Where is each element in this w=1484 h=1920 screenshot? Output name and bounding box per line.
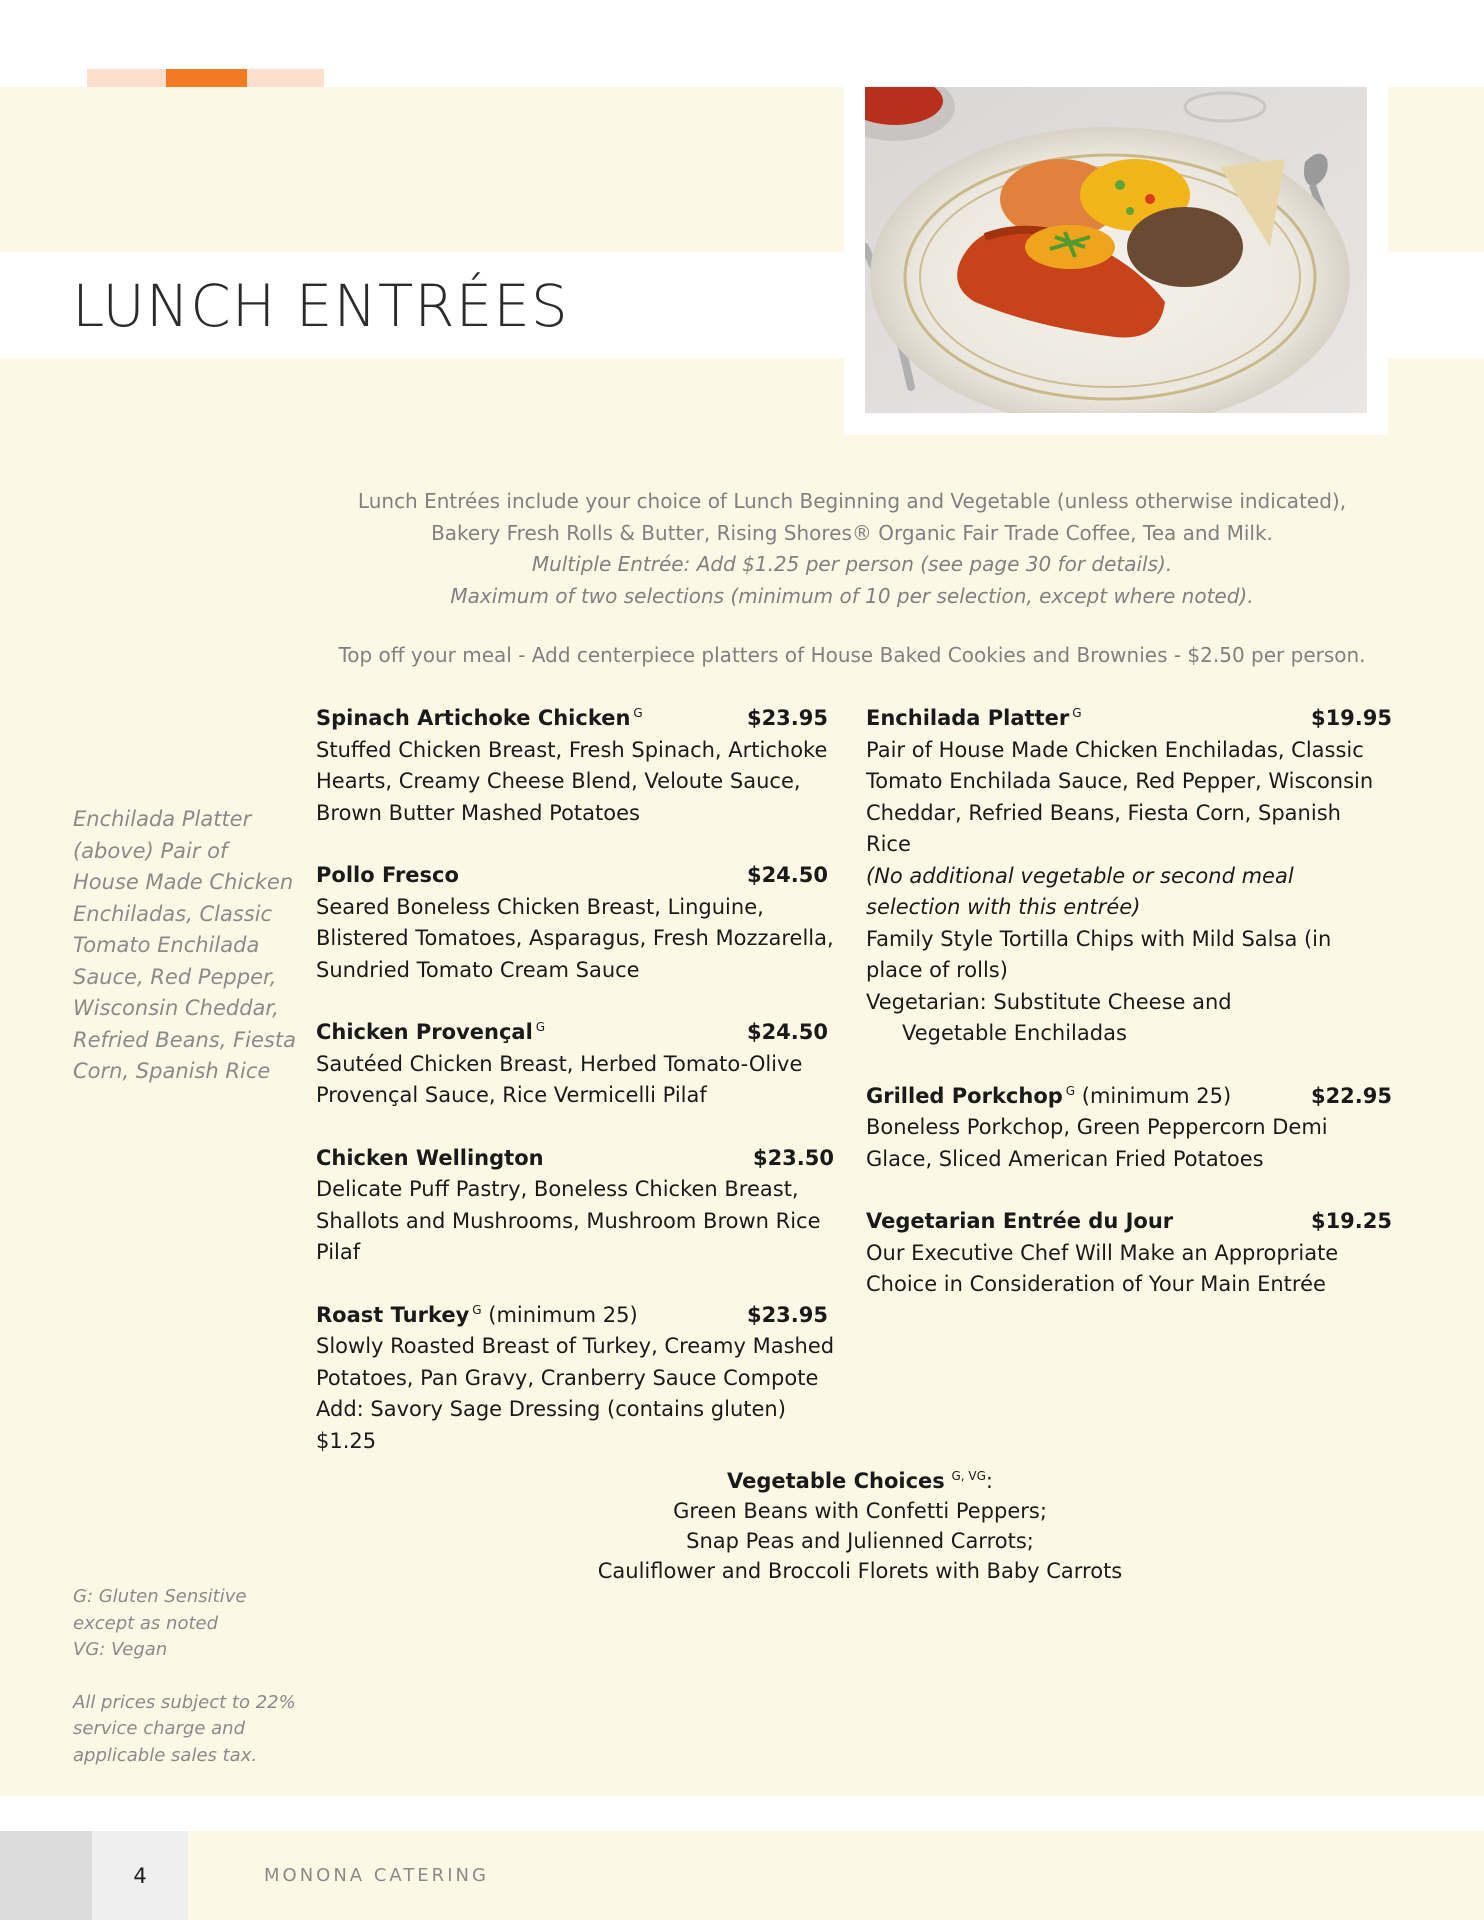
menu-item-minimum: (minimum 25) [1081,1083,1232,1108]
topoff-text: Top off your meal - Add centerpiece platters of House Baked Cookies and Brownies - $2.50 per person. [338,643,1366,667]
menu-item-price: $23.95 [746,706,828,730]
menu-item-name: Vegetarian Entrée du Jour [866,1209,1174,1233]
legend [73,1584,303,1769]
accent-block-peach-right [247,69,324,87]
menu-item-name: Chicken Provençal [316,1020,533,1044]
menu-item-price: $19.95 [1310,706,1392,730]
accent-block-orange [166,69,247,87]
menu-item [866,703,1392,1050]
menu-item-note: (No additional vegetable or second meal selection with this entrée) [866,863,1294,919]
menu-item-addon: Add: Savory Sage Dressing (contains gluten) $1.25 [316,1397,786,1453]
vegetable-option: Cauliflower and Broccoli Florets with Baby Carrots [597,1559,1123,1583]
menu-item-name: Enchilada Platter [866,706,1070,730]
page-number: 4 [133,1864,147,1888]
menu-item-gluten-mark: G [472,1302,482,1317]
menu-item-price: $19.25 [1310,1209,1392,1233]
vegetable-choices-marks: G, VG [951,1469,986,1483]
menu-item [316,1017,836,1112]
menu-column-left [316,703,836,1488]
legend-vegan: VG: Vegan [73,1639,168,1660]
menu-item [316,860,836,986]
menu-item-description: Boneless Porkchop, Green Peppercorn Demi Glace, Sliced American Fried Potatoes [866,1115,1328,1171]
menu-item [866,1081,1392,1176]
accent-block-peach-left [87,69,166,87]
menu-item-name: Grilled Porkchop [866,1083,1063,1108]
intro-line: Bakery Fresh Rolls & Butter, Rising Shores® Organic Fair Trade Coffee, Tea and Milk. [431,520,1273,545]
legend-tax: All prices subject to 22% service charge and applicable sales tax. [73,1691,296,1766]
menu-item-extra: Vegetarian: Substitute Cheese and [866,989,1232,1014]
vegetable-choices-colon: : [985,1469,993,1493]
menu-item-price: $23.50 [752,1145,834,1170]
menu-item-description: Sautéed Chicken Breast, Herbed Tomato-Olive Provençal Sauce, Rice Vermicelli Pilaf [316,1051,803,1107]
intro-line: Lunch Entrées include your choice of Lunch Beginning and Vegetable (unless otherwise indicated), [357,489,1347,513]
menu-item-minimum: (minimum 25) [488,1302,638,1327]
menu-item-gluten-mark: G [535,1020,546,1034]
menu-item-description: Stuffed Chicken Breast, Fresh Spinach, Artichoke Hearts, Creamy Cheese Blend, Veloute Sauce, Brown Butter Mashed Potatoes [316,737,828,825]
menu-item-name: Spinach Artichoke Chicken [316,706,631,730]
menu-item [866,1206,1392,1301]
photo-caption: Enchilada Platter (above) Pair of House Made Chicken Enchiladas, Classic Tomato Enchilada Sauce, Red Pepper, Wisconsin Cheddar, Refried Beans, Fiesta Corn, Spanish Rice [73,807,296,1083]
menu-item-price: $24.50 [746,1020,828,1044]
vegetable-option: Snap Peas and Julienned Carrots; [686,1529,1034,1553]
menu-item-price: $24.50 [746,863,828,887]
menu-column-right [866,703,1392,1332]
photo-frame [844,87,1388,435]
footer-block-dark [0,1831,92,1920]
intro-line-multiple-entree: Multiple Entrée: Add $1.25 per person (see page 30 for details). [531,552,1173,576]
menu-item-description: Delicate Puff Pastry, Boneless Chicken Breast, Shallots and Mushrooms, Mushroom Brown Rice Pilaf [316,1177,821,1264]
legend-gluten: G: Gluten Sensitive except as noted [73,1586,247,1634]
menu-item-extra: Vegetable Enchiladas [902,1021,1127,1045]
menu-item-description: Our Executive Chef Will Make an Appropriate Choice in Consideration of Your Main Entrée [866,1240,1339,1296]
menu-item-price: $23.95 [746,1302,828,1327]
menu-item-name: Pollo Fresco [316,863,459,887]
footer-brand: MONONA CATERING [264,1865,489,1886]
menu-item-price: $22.95 [1310,1083,1392,1108]
enchilada-plate-photo [865,87,1367,413]
menu-item-extra: Family Style Tortilla Chips with Mild Salsa (in place of rolls) [866,926,1332,982]
vegetable-choices [560,1466,1160,1586]
menu-item-description: Slowly Roasted Breast of Turkey, Creamy Mashed Potatoes, Pan Gravy, Cranberry Sauce Compote [316,1334,835,1390]
intro-line-maximum: Maximum of two selections (minimum of 10 per selection, except where noted). [450,583,1254,608]
menu-item-gluten-mark: G [633,706,643,720]
menu-item-gluten-mark: G [1065,1083,1076,1098]
menu-item-name: Roast Turkey [316,1302,470,1327]
menu-item [316,1300,836,1458]
menu-item-name: Chicken Wellington [316,1145,544,1170]
menu-item [316,1143,836,1269]
menu-item-description: Pair of House Made Chicken Enchiladas, Classic Tomato Enchilada Sauce, Red Pepper, Wisconsin Cheddar, Refried Beans, Fiesta Corn, Spanish Rice [866,737,1374,856]
page-title: LUNCH ENTRÉES [72,272,569,340]
vegetable-choices-title: Vegetable Choices [727,1469,945,1493]
vegetable-option: Green Beans with Confetti Peppers; [673,1499,1047,1523]
menu-item-gluten-mark: G [1072,706,1082,720]
menu-item-description: Seared Boneless Chicken Breast, Linguine, Blistered Tomatoes, Asparagus, Fresh Mozzarella, Sundried Tomato Cream Sauce [316,894,834,982]
footer [0,1831,1484,1920]
intro-text [316,486,1388,612]
menu-item [316,703,836,829]
